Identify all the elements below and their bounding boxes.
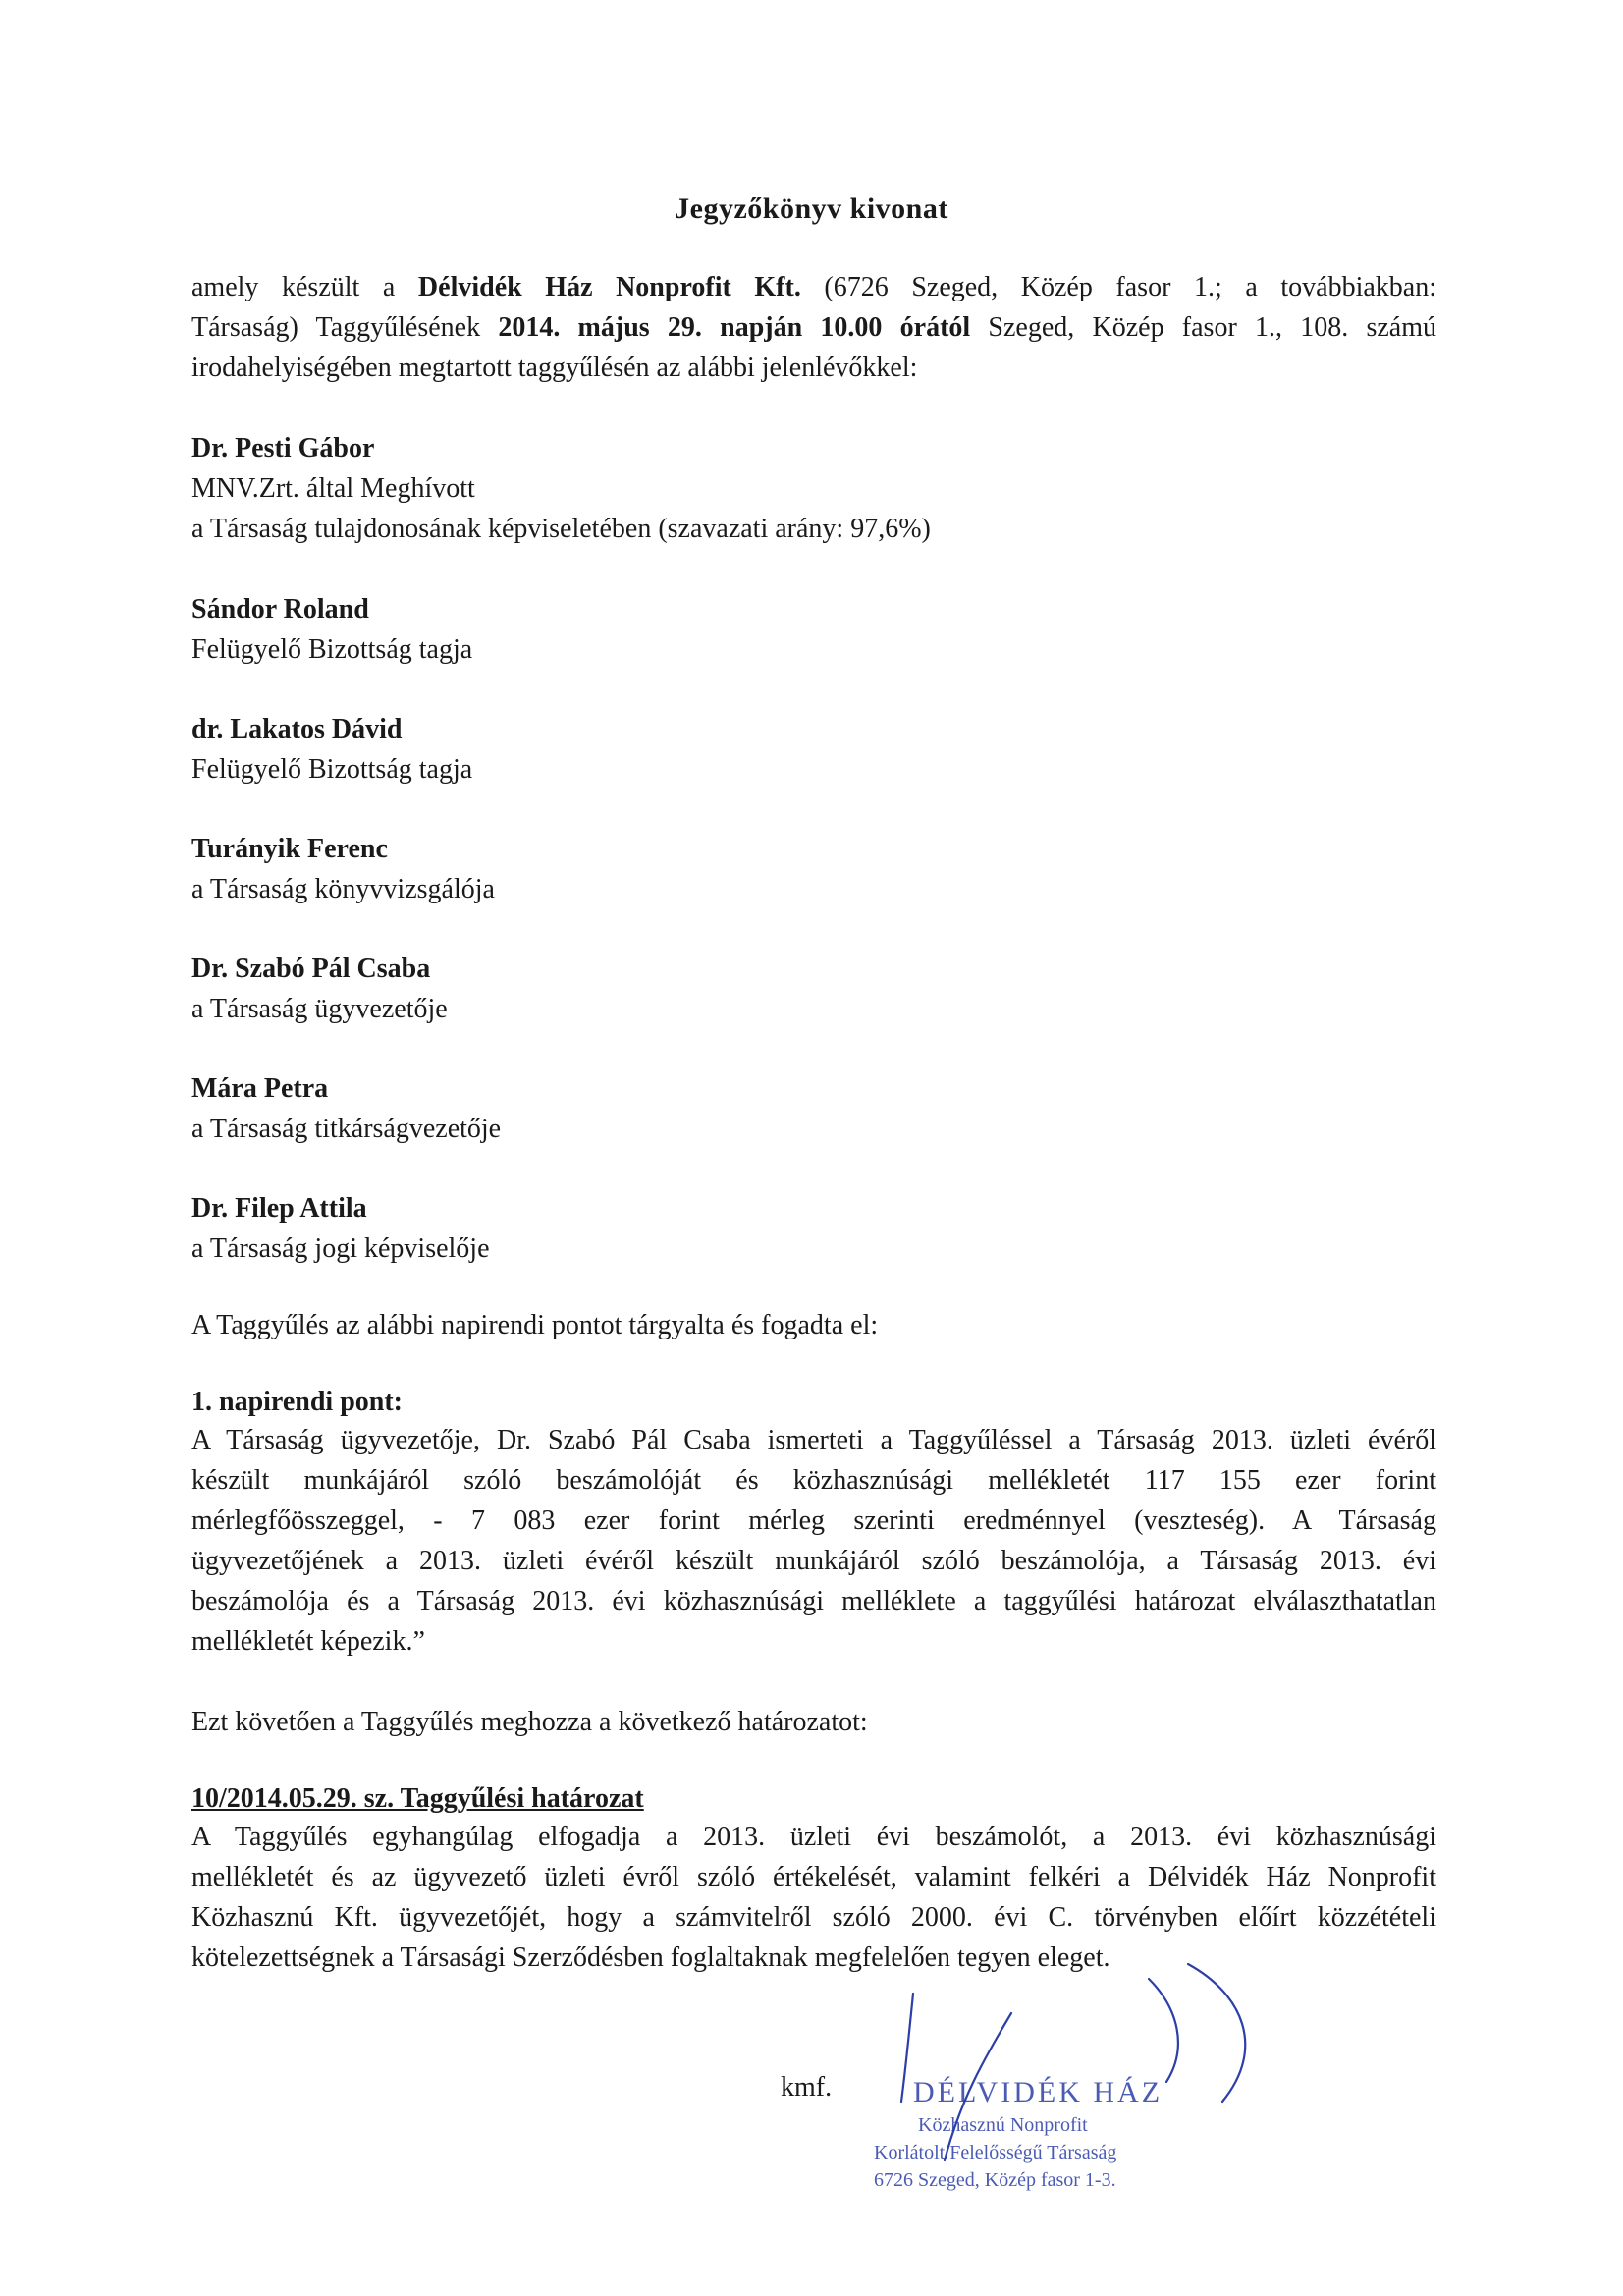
stamp-line-1: DÉLVIDÉK HÁZ [913,2076,1163,2108]
attendee-role: a Társaság könyvvizsgálója [191,874,495,904]
resolution-title: 10/2014.05.29. sz. Taggyűlési határozat [191,1783,644,1814]
agenda-line: készült munkájáról szóló beszámolóját és közhasznúsági mellékletét 117 155 ezer forint [191,1465,1436,1496]
agenda-line: ügyvezetőjének a 2013. üzleti évéről készült munkájáról szóló beszámolója, a Társaság 2013. évi [191,1546,1436,1576]
intro-line-2: Társaság) Taggyűlésének 2014. május 29. napján 10.00 órától Szeged, Közép fasor 1., 108. számú [191,312,1436,343]
attendee [191,1188,490,1269]
attendee-name: Turányik Ferenc [191,834,388,864]
agenda-line: beszámolója és a Társaság 2013. évi közhasznúsági melléklete a taggyűlési határozat elválaszthatatlan [191,1586,1436,1616]
stamp-line-3: Korlátolt Felelősségű Társaság [874,2142,1117,2163]
attendee [191,589,472,670]
company-stamp [854,1954,1267,2210]
agenda-paragraph [191,1420,1436,1662]
attendee-role: a Társaság tulajdonosának képviseletében (szavazati arány: 97,6%) [191,514,931,544]
attendee [191,1068,501,1149]
attendee [191,709,472,790]
stamp-text [874,2076,1163,2191]
meeting-date: 2014. május 29. napján 10.00 órától [498,312,971,343]
company-name: Délvidék Ház Nonprofit Kft. [417,272,801,302]
attendee-name: Dr. Filep Attila [191,1193,367,1224]
attendee-name: Dr. Pesti Gábor [191,433,375,464]
resolution-line: kötelezettségnek a Társasági Szerződésben foglaltaknak megfelelően tegyen eleget. [191,1942,1110,1973]
stamp-line-4: 6726 Szeged, Közép fasor 1-3. [874,2169,1116,2191]
attendee-role: a Társaság jogi képviselője [191,1233,490,1264]
attendee-role: MNV.Zrt. által Meghívott [191,473,475,504]
intro-paragraph [191,267,1436,388]
agenda-intro: A Taggyűlés az alábbi napirendi pontot tárgyalta és fogadta el: [191,1310,879,1340]
resolution-line: Közhasznú Kft. ügyvezetőjét, hogy a számvitelről szóló 2000. évi C. törvényben előírt közzétételi [191,1902,1436,1933]
intro-line-1: amely készült a Délvidék Ház Nonprofit Kft. (6726 Szeged, Közép fasor 1.; a továbbiakban: [191,272,1436,302]
attendee-role: a Társaság titkárságvezetője [191,1114,502,1144]
agenda-heading: 1. napirendi pont: [191,1387,403,1417]
stamp-line-2: Közhasznú Nonprofit [918,2114,1088,2136]
intro-line-3: irodahelyiségében megtartott taggyűlésén az alábbi jelenlévőkkel: [191,353,918,383]
agenda-line: mérlegfőösszeggel, - 7 083 ezer forint mérleg szerinti eredménnyel (veszteség). A Társaság [191,1505,1436,1536]
attendee-role: a Társaság ügyvezetője [191,994,448,1024]
attendee [191,829,495,909]
attendee-name: Dr. Szabó Pál Csaba [191,954,431,984]
attendee-name: Sándor Roland [191,594,369,625]
kmf-label: kmf. [781,2072,833,2103]
document-title: Jegyzőkönyv kivonat [675,192,948,225]
attendee-name: dr. Lakatos Dávid [191,714,403,744]
agenda-line: mellékletét képezik.” [191,1626,425,1657]
agenda-line: A Társaság ügyvezetője, Dr. Szabó Pál Csaba ismerteti a Taggyűléssel a Társaság 2013. üzleti évéről [191,1425,1436,1455]
attendee [191,949,448,1029]
attendee-role: Felügyelő Bizottság tagja [191,634,473,665]
attendee-role: Felügyelő Bizottság tagja [191,754,473,785]
followup-text: Ezt követően a Taggyűlés meghozza a következő határozatot: [191,1707,868,1737]
attendee-name: Mára Petra [191,1073,329,1104]
attendee [191,428,931,549]
resolution-line: A Taggyűlés egyhangúlag elfogadja a 2013. üzleti évi beszámolót, a 2013. évi közhasznúsági [191,1822,1436,1852]
resolution-line: mellékletét és az ügyvezető üzleti évről szóló értékelését, valamint felkéri a Délvidék Ház Nonprofit [191,1862,1436,1892]
